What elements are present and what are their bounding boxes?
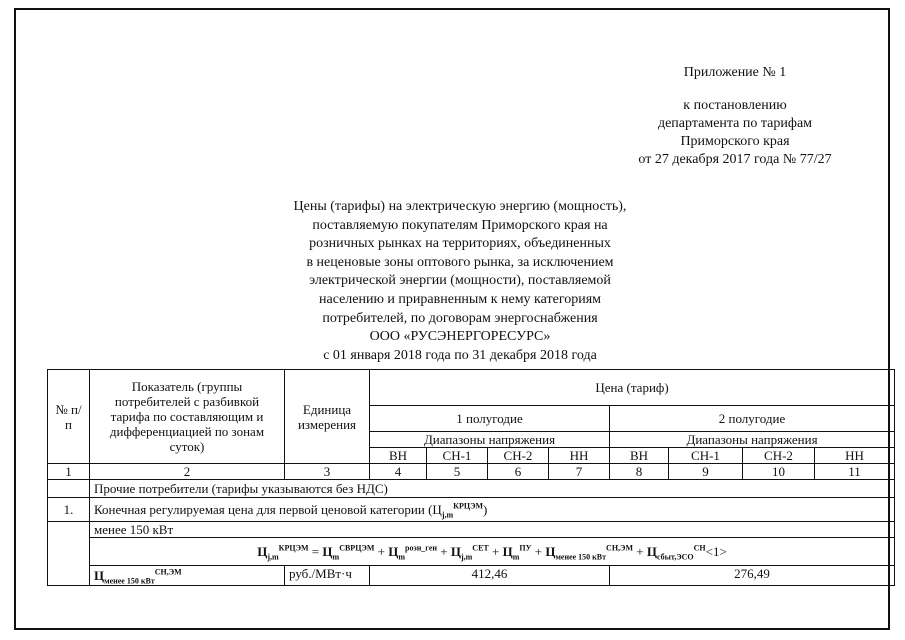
formula-op: +	[531, 544, 546, 559]
formula-term: Ц	[646, 544, 657, 559]
title-line: с 01 января 2018 года по 31 декабря 2018 года	[323, 347, 597, 363]
column-number: 1	[48, 464, 90, 480]
formula	[90, 538, 895, 566]
row-text-close: )	[483, 502, 488, 517]
rate-value-half1: 412,46	[370, 566, 610, 586]
rate-label-sub: менее 150 кВт	[104, 576, 155, 586]
formula-term: Ц	[545, 544, 556, 559]
formula-term: Ц	[450, 544, 461, 559]
appendix-number: Приложение № 1	[683, 65, 787, 80]
header-voltage: ВН	[370, 448, 427, 464]
title-line: в неценовые зоны оптового рынка, за исключением	[306, 254, 614, 270]
header-voltage: СН-2	[743, 448, 815, 464]
formula-sub: j,m	[267, 552, 279, 562]
header-voltage: НН	[815, 448, 895, 464]
row-text-sub: j,m	[441, 510, 454, 520]
formula-op: +	[374, 544, 389, 559]
row-text-main: Конечная регулируемая цена для первой ценовой категории (Ц	[94, 502, 442, 517]
row-number: 1.	[48, 498, 90, 522]
column-number: 3	[285, 464, 370, 480]
rate-label-sup: СН,ЭМ	[154, 567, 182, 577]
subheading: менее 150 кВт	[90, 522, 895, 538]
appendix-block	[600, 64, 870, 169]
header-price: Цена (тариф)	[370, 370, 895, 406]
tariff-table	[47, 369, 895, 586]
header-indicator: Показатель (группы потребителей с разбивкой тарифа по составляющим и дифференциацией по зонам суток)	[90, 370, 285, 464]
formula-op: =	[308, 544, 323, 559]
column-number: 11	[815, 464, 895, 480]
formula-sub: m	[332, 552, 340, 562]
appendix-line: Приморского края	[680, 134, 790, 149]
header-ranges: Диапазоны напряжения	[370, 432, 610, 448]
title-line: розничных рынках на территориях, объединенных	[309, 236, 611, 252]
rate-label-main: Ц	[94, 568, 105, 583]
empty-cell	[48, 480, 90, 498]
formula-term: Ц	[502, 544, 513, 559]
formula-sup: ПУ	[519, 543, 532, 553]
column-number: 6	[488, 464, 549, 480]
column-number: 8	[610, 464, 669, 480]
formula-sup: КРЦЭМ	[278, 543, 309, 553]
formula-sup: розн_ген	[405, 543, 437, 553]
formula-term: Ц	[322, 544, 333, 559]
row-text	[90, 498, 895, 522]
header-voltage: НН	[549, 448, 610, 464]
appendix-line: от 27 декабря 2017 года № 77/27	[638, 152, 832, 167]
formula-sup: СН,ЭМ	[606, 543, 634, 553]
formula-sub: сбыт,ЭСО	[657, 552, 694, 562]
formula-op: +	[488, 544, 503, 559]
formula-sup: СЕТ	[472, 543, 489, 553]
section-title: Прочие потребители (тарифы указываются без НДС)	[90, 480, 895, 498]
formula-sub: менее 150 кВт	[555, 552, 607, 562]
formula-sub: j,m	[460, 552, 473, 562]
appendix-line: к постановлению	[683, 98, 787, 113]
column-number: 4	[370, 464, 427, 480]
formula-term: Ц	[257, 544, 268, 559]
title-line: электрической энергии (мощности), поставляемой	[309, 273, 611, 289]
formula-sup: СВРЦЭМ	[339, 543, 375, 553]
appendix-line: департамента по тарифам	[657, 116, 813, 131]
row-text-sup: КРЦЭМ	[453, 501, 484, 511]
header-num: № п/п	[48, 370, 90, 464]
title-line: ООО «РУСЭНЕРГОРЕСУРС»	[369, 329, 551, 345]
title-line: населению и приравненным к нему категориям	[318, 291, 602, 307]
header-voltage: СН-2	[488, 448, 549, 464]
formula-note: <1>	[705, 544, 727, 559]
header-voltage: СН-1	[669, 448, 743, 464]
rate-unit: руб./МВт·ч	[285, 566, 370, 586]
formula-sub: m	[398, 552, 406, 562]
header-half1: 1 полугодие	[370, 406, 610, 432]
formula-sub: m	[512, 552, 520, 562]
title-line: потребителей, по договорам энергоснабжения	[322, 310, 598, 326]
empty-cell	[48, 522, 90, 586]
header-half2: 2 полугодие	[610, 406, 895, 432]
title-line: поставляемую покупателям Приморского края на	[312, 217, 608, 233]
title-line: Цены (тарифы) на электрическую энергию (мощность),	[293, 199, 627, 214]
formula-term: Ц	[388, 544, 399, 559]
header-voltage: ВН	[610, 448, 669, 464]
document-title	[250, 198, 670, 365]
column-number: 2	[90, 464, 285, 480]
column-number: 9	[669, 464, 743, 480]
rate-label	[90, 566, 285, 586]
header-unit: Единица измерения	[285, 370, 370, 464]
column-number: 10	[743, 464, 815, 480]
rate-value-half2: 276,49	[610, 566, 895, 586]
formula-sup: СН	[693, 543, 706, 553]
column-number: 5	[427, 464, 488, 480]
header-voltage: СН-1	[427, 448, 488, 464]
header-ranges: Диапазоны напряжения	[610, 432, 895, 448]
formula-op: +	[437, 544, 451, 559]
column-number: 7	[549, 464, 610, 480]
formula-op: +	[633, 544, 647, 559]
